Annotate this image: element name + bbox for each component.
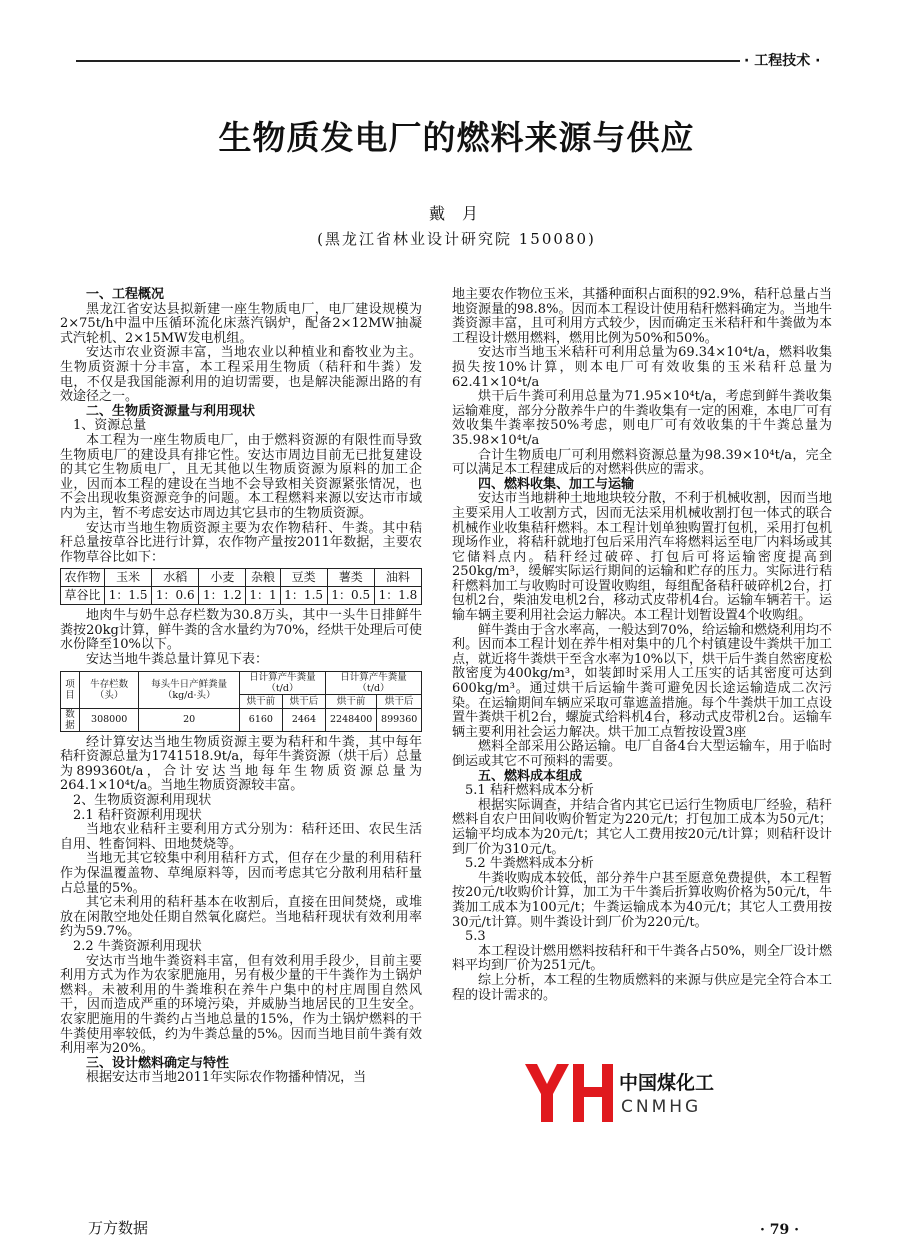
right-column — [452, 288, 832, 1003]
watermark-text-en: CNMHG — [621, 1097, 702, 1117]
table-cell: 水稻 — [152, 569, 199, 587]
header-rule — [76, 60, 740, 62]
table-cell: 1：1.5 — [280, 587, 327, 605]
table-cell: 数据 — [61, 708, 80, 731]
table-row — [61, 708, 422, 731]
author: 戴 月 — [428, 204, 485, 223]
table-cell: 308000 — [79, 708, 139, 731]
watermark — [523, 1062, 753, 1124]
subsection-heading: 2.1 秸秆资源利用现状 — [73, 807, 202, 823]
table-cell: 项目 — [61, 671, 80, 708]
paragraph: 安达市当地耕种土地地块较分散，不利于机械收割，因而当地主要采用人工收割方式，因而无法采用机械收割打包一体式的联合机械作业收集秸秆燃料。本工程计划单独购置打包机，采用打包机现场作业，将秸秆就地打包后采用汽车将燃料运至电厂内料场或其它储料点内。秸秆经过破碎、打包后可将运输密度提高到250kg/m³，缓解实际运行期间的运输和贮存的压力。实际进行秸秆燃料加工与收购时可设置收购组，每组配备秸秆破碎机2台，打包机2台，柴油发电机2台，移动式皮带机4台。运输车辆若干。运输车辆主要利用社会运力解决。本工程计划暂设置4个收购组。 — [452, 491, 832, 624]
paragraph: 根据实际调查，并结合省内其它已运行生物质电厂经验，秸秆燃料自农户田间收购价暂定为220元/t；打包加工成本为50元/t；运输平均成本为20元/t；其它人工费用按20元/t计算；则秸秆设计到厂价为310元/t。 — [452, 797, 832, 857]
watermark-logo-icon — [523, 1062, 615, 1124]
paragraph: 安达市当地玉米秸秆可利用总量为69.34×10⁴t/a，燃料收集损失按10%计算，则本电厂可有效收集的玉米秸秆总量为62.41×10⁴t/a — [452, 345, 832, 390]
subsection-heading: 5.2 牛粪燃料成本分析 — [465, 856, 594, 872]
paragraph: 地主要农作物位玉米，其播种面积占面积的92.9%，秸秆总量占当地资源量的98.8%。因而本工程设计使用秸秆燃料确定为。当地牛粪资源丰富，且可利用方式较少，因而确定玉米秸秆和牛粪做为本工程设计燃用燃料，燃用比例为50%和50%。 — [452, 287, 832, 346]
table-cell: 烘干后 — [377, 694, 422, 708]
table-cell: 2464 — [282, 708, 325, 731]
table-cell: 899360 — [377, 708, 422, 731]
paragraph: 安达市当地生物质资源主要为农作物秸秆、牛粪。其中秸秆总量按草谷比进行计算，农作物产量按2011年数据，主要农作物草谷比如下： — [60, 520, 422, 565]
section-heading: 五、燃料成本组成 — [478, 768, 583, 784]
subsection-heading: 5.1 秸秆燃料成本分析 — [465, 783, 594, 799]
watermark-text-cn: 中国煤化工 — [619, 1068, 714, 1095]
manure-table — [60, 671, 422, 732]
table-cell: 1：1.8 — [374, 587, 421, 605]
paragraph: 燃料全部采用公路运输。电厂自备4台大型运输车，用于临时倒运或其它不可预料的需要。 — [452, 739, 832, 769]
left-column — [60, 288, 422, 1086]
table-cell: 1：0.6 — [152, 587, 199, 605]
section-heading: 一、工程概况 — [86, 287, 165, 302]
subsection-heading: 5.3 — [465, 929, 486, 945]
page-number: · 79 · — [760, 1222, 799, 1238]
paragraph: 鲜牛粪由于含水率高，一般达到70%，给运输和燃烧利用均不利。因而本工程计划在养牛相对集中的几个村镇建设牛粪烘干加工点，就近将牛粪烘干至含水率为10%以下，烘干后牛粪自然密度松散密度为400kg/m³，如装卸时采用人工压实的话其密度可达到600kg/m³。通过烘干后运输牛粪可避免因长途运输造成二次污染。在运输期间车辆应采取可靠遮盖措施。每个牛粪烘干加工点设置牛粪烘干机2台，螺旋式给料机4台，移动式皮带机2台。运输车辆主要利用社会运力解决。烘干加工点暂按设置3座 — [452, 622, 832, 740]
table-cell: 薯类 — [327, 569, 374, 587]
table-cell: 玉米 — [105, 569, 152, 587]
paragraph: 本工程设计燃用燃料按秸秆和干牛粪各占50%，则全厂设计燃料平均到厂价为251元/t。 — [452, 943, 832, 974]
table-cell: 2248400 — [325, 708, 376, 731]
paragraph: 安达市当地牛粪资料丰富，但有效利用手段少，目前主要利用方式为作为农家肥施用，另有极少量的干牛粪作为土锅炉燃料。未被利用的牛粪堆积在养牛户集中的村庄周围自然风干，因而造成严重的环境污染，并威胁当地居民的卫生安全。农家肥施用的牛粪约占当地总量的15%，作为土锅炉燃料的干牛粪使用率较低，约为牛粪总量的5%。因而当地目前牛粪有效利用率为20%。 — [60, 953, 422, 1057]
table-cell: 烘干前 — [239, 694, 282, 708]
table-cell: 草谷比 — [61, 587, 105, 605]
subsection-heading: 2、生物质资源利用现状 — [73, 793, 212, 809]
table-cell: 日计算产牛粪量（t/d） — [325, 671, 421, 694]
table-cell: 烘干后 — [282, 694, 325, 708]
table-cell: 6160 — [239, 708, 282, 731]
table-cell: 20 — [139, 708, 239, 731]
section-heading: 三、设计燃料确定与特性 — [86, 1055, 230, 1071]
footer-source: 万方数据 — [88, 1219, 149, 1237]
straw-ratio-table — [60, 568, 422, 605]
table-cell: 1：0.5 — [327, 587, 374, 605]
table-cell: 1：1.2 — [199, 587, 246, 605]
paragraph: 安达当地牛粪总量计算见下表： — [86, 652, 269, 668]
article-title: 生物质发电厂的燃料来源与供应 — [218, 118, 695, 157]
affiliation: (黑龙江省林业设计研究院 150080) — [317, 230, 596, 248]
subsection-heading: 2.2 牛粪资源利用现状 — [73, 938, 202, 954]
paragraph: 牛粪收购成本较低，部分养牛户甚至愿意免费提供，本工程暂按20元/t收购价计算，加工为干牛粪后折算收购价格为50元/t，牛粪加工成本为100元/t；牛粪运输成本为40元/t；其它人工费用按30元/t计算。则牛粪设计到厂价为220元/t。 — [452, 870, 832, 930]
watermark-logo-shape — [525, 1064, 613, 1122]
table-header-row — [61, 671, 422, 694]
table-header-row — [61, 569, 422, 587]
paragraph: 其它未利用的秸秆基本在收割后，直接在田间焚烧，或堆放在闲散空地处任期自然氧化腐烂。当地秸秆现状有效利用率约为59.7%。 — [60, 895, 422, 940]
paragraph: 黑龙江省安达县拟新建一座生物质电厂，电厂建设规模为2×75t/h中温中压循环流化床蒸汽锅炉，配备2×12MW抽凝式汽轮机、2×15MW发电机组。 — [60, 301, 422, 346]
table-cell: 农作物 — [61, 569, 105, 587]
table-cell: 1：1.5 — [105, 587, 152, 605]
table-cell: 豆类 — [280, 569, 327, 587]
subsection-heading: 1、资源总量 — [73, 418, 147, 434]
paragraph: 本工程为一座生物质电厂，由于燃料资源的有限性而导致生物质电厂的建设具有排它性。安达市周边目前无已批复建设的其它生物质电厂，且无其他以生物质资源为原料的加工企业，因而本工程的建设在当地不会导致相关资源紧张情况，也不会出现收集资源竞争的问题。本工程燃料来源以安达市市域内为主，暂不考虑安达市周边其它县市的生物质资源。 — [60, 432, 422, 521]
section-heading: 二、生物质资源量与利用现状 — [86, 403, 256, 419]
paragraph: 根据安达市当地2011年实际农作物播种情况，当 — [86, 1070, 367, 1086]
paragraph: 烘干后牛粪可利用总量为71.95×10⁴t/a，考虑到鲜牛粪收集运输难度，部分分散养牛户的牛粪收集有一定的困难，本电厂可有效收集牛粪率按50%考虑，则电厂可有效收集的干牛粪总量为35.98×10⁴t/a — [452, 389, 832, 448]
table-cell: 小麦 — [199, 569, 246, 587]
section-tag: · 工程技术 · — [744, 53, 821, 69]
table-cell: 日计算产牛粪量（t/d） — [239, 671, 325, 694]
table-cell: 1：1 — [246, 587, 280, 605]
paragraph: 地肉牛与奶牛总存栏数为30.8万头，其中一头牛日排鲜牛粪按20kg计算，鲜牛粪的含水量约为70%，经烘干处理后可使水份降至10%以下。 — [60, 608, 422, 653]
table-cell: 烘干前 — [325, 694, 376, 708]
table-cell: 杂粮 — [246, 569, 280, 587]
section-heading: 四、燃料收集、加工与运输 — [478, 476, 635, 492]
paragraph: 合计生物质电厂可利用燃料资源总量为98.39×10⁴t/a，完全可以满足本工程建成后的对燃料供应的需求。 — [452, 447, 832, 478]
paragraph: 综上分析，本工程的生物质燃料的来源与供应是完全符合本工程的设计需求的。 — [452, 972, 832, 1003]
table-cell: 油料 — [374, 569, 421, 587]
paragraph: 安达市农业资源丰富，当地农业以种植业和畜牧业为主。生物质资源十分丰富，本工程采用生物质（秸秆和牛粪）发电，不仅是我国能源利用的迫切需要，也是解决能源出路的有效途径之一。 — [60, 345, 422, 405]
table-cell: 每头牛日产鲜粪量（kg/d·头） — [139, 671, 239, 708]
paragraph: 当地无其它较集中利用秸秆方式，但存在少量的利用秸秆作为保温覆盖物、草绳原料等，因而考虑其它分散利用秸秆量占总量的5%。 — [60, 851, 422, 896]
table-cell: 牛存栏数（头） — [79, 671, 139, 708]
paragraph: 经计算安达当地生物质资源主要为秸秆和牛粪，其中每年秸秆资源总量为1741518.9t/a，每年牛粪资源（烘干后）总量为899360t/a，合计安达当地每年生物质资源总量为264.1×10⁴t/a。当地生物质资源较丰富。 — [60, 734, 422, 794]
table-row — [61, 587, 422, 605]
paragraph: 当地农业秸秆主要利用方式分别为：秸秆还田、农民生活自用、牲畜饲料、田地焚烧等。 — [60, 822, 422, 852]
